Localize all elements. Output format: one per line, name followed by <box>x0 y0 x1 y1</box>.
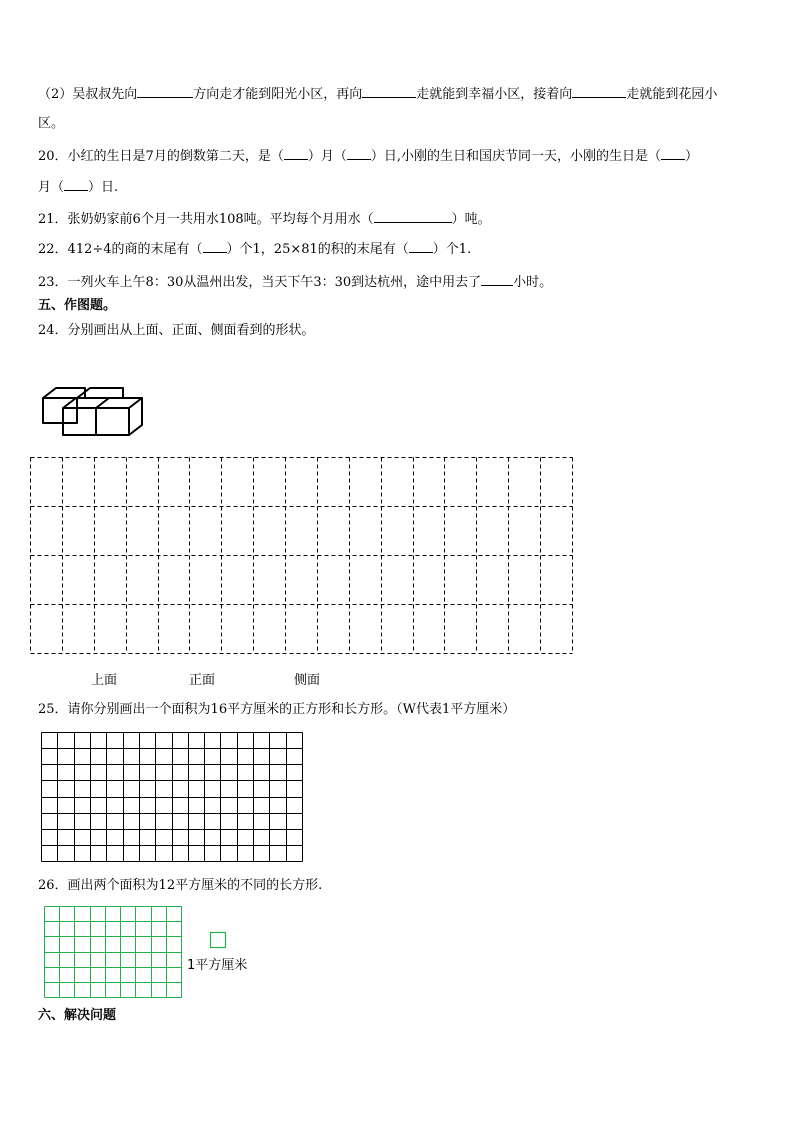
q22-text-c: ）个1. <box>432 242 472 257</box>
q19-2-text-1: （2）吴叔叔先向 <box>38 87 138 102</box>
q19-2-line2 <box>38 116 64 132</box>
answer-blank[interactable] <box>481 272 513 286</box>
section-5-heading: 五、作图题。 <box>38 298 117 313</box>
unit-square-icon <box>210 932 227 949</box>
q19-2-text-2: 方向走才能到阳光小区，再向 <box>193 87 363 102</box>
label-side-view: 侧面 <box>294 673 321 688</box>
q20-text-e: 月（ <box>38 180 65 195</box>
q21-text-a: 21．张奶奶家前6个月一共用水108吨。平均每个月用水（ <box>38 212 374 227</box>
answer-blank[interactable] <box>64 178 88 191</box>
answer-blank[interactable] <box>203 240 227 253</box>
q19-2-line1 <box>38 84 717 103</box>
answer-blank[interactable] <box>374 209 452 223</box>
cube-figure <box>38 383 148 438</box>
q20-text-a: 20．小红的生日是7月的倒数第二天，是（ <box>38 149 284 164</box>
q20-line1 <box>38 147 698 165</box>
q23-text-a: 23．一列火车上午8：30从温州出发，当天下午3：30到达杭州，途中用去了 <box>38 275 482 290</box>
section-6-heading: 六、解决问题 <box>38 1008 117 1023</box>
unit-square-label: 1平方厘米 <box>187 958 248 973</box>
q20-text-b: ）月（ <box>307 149 347 164</box>
answer-blank[interactable] <box>661 147 685 160</box>
answer-blank[interactable] <box>362 84 416 98</box>
answer-blank[interactable] <box>347 147 371 160</box>
q20-text-d: ） <box>684 149 698 164</box>
q21-line <box>38 209 491 228</box>
q21-text-b: ）吨。 <box>451 212 491 227</box>
q25-prompt: 25．请你分别画出一个面积为16平方厘米的正方形和长方形。（W代表1平方厘米） <box>38 702 516 717</box>
drawing-grid-dashed[interactable] <box>30 457 574 655</box>
drawing-grid-green[interactable] <box>44 906 183 999</box>
cube-top-back-right <box>77 388 123 398</box>
q22-line <box>38 240 471 258</box>
drawing-grid-square[interactable] <box>41 732 304 863</box>
q20-text-c: ）日,小刚的生日和国庆节同一天，小刚的生日是（ <box>370 149 661 164</box>
answer-blank[interactable] <box>137 84 193 98</box>
cube-front-left <box>63 408 96 435</box>
label-front-view: 正面 <box>189 673 216 688</box>
answer-blank[interactable] <box>572 84 626 98</box>
q20-text-f: ）日. <box>88 180 119 195</box>
answer-blank[interactable] <box>409 240 433 253</box>
q23-line <box>38 272 552 291</box>
q23-text-b: 小时。 <box>513 275 553 290</box>
q24-prompt: 24．分别画出从上面、正面、侧面看到的形状。 <box>38 323 315 338</box>
q20-line2 <box>38 178 118 196</box>
q26-prompt: 26．画出两个面积为12平方厘米的不同的长方形. <box>38 878 323 893</box>
label-top-view: 上面 <box>91 673 118 688</box>
q19-2-text-5: 区。 <box>38 116 65 131</box>
q19-2-text-4: 走就能到花园小 <box>626 87 718 102</box>
answer-blank[interactable] <box>284 147 308 160</box>
q22-text-b: ）个1，25×81的积的末尾有（ <box>226 242 409 257</box>
q19-2-text-3: 走就能到幸福小区，接着向 <box>416 87 573 102</box>
cube-front-right <box>96 408 129 435</box>
q22-text-a: 22．412÷4的商的末尾有（ <box>38 242 203 257</box>
